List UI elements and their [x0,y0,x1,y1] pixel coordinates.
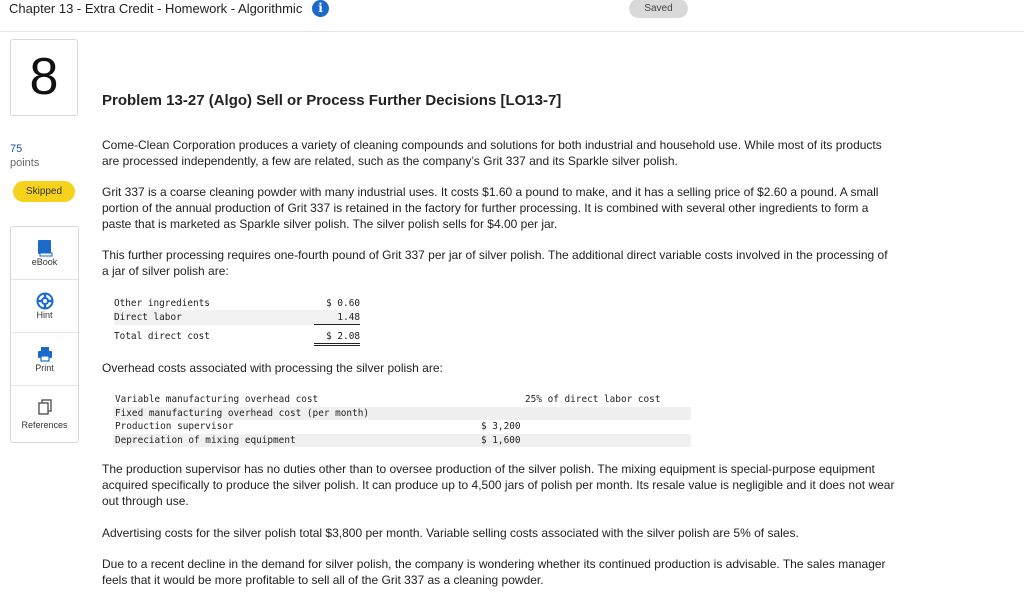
overhead-amount [479,407,523,421]
paragraph-advertising: Advertising costs for the silver polish total $3,800 per month. Variable selling costs associated with the silver polish are 5% of sales. [102,526,799,540]
info-icon[interactable]: i [312,0,329,17]
overhead-label: Fixed manufacturing overhead cost (per month) [113,407,479,421]
cost-value: $ 0.60 [326,297,360,309]
cost-label: Total direct cost [114,331,210,342]
printer-icon [36,345,54,363]
table-row [114,296,360,310]
question-number[interactable]: 8 [10,39,78,116]
references-button[interactable] [11,386,78,442]
table-row [113,393,691,407]
paragraph-overhead: Overhead costs associated with processing the silver polish are: [102,361,443,375]
saved-status-pill: Saved [629,0,688,18]
top-bar [0,0,1024,32]
cost-label: Direct labor [114,310,314,325]
cost-value: 1.48 [314,310,360,325]
paragraph-processing: This further processing requires one-fourth pound of Grit 337 per jar of silver polish. The additional direct variable costs involved in the processing of a jar of silver polish are: [102,248,888,278]
table-row [113,420,691,434]
lifebuoy-icon [36,292,54,310]
overhead-note: 25% of direct labor cost [525,394,661,406]
cost-value: $ 2.08 [314,325,360,345]
overhead-label: Depreciation of mixing equipment [113,434,479,448]
table-row [114,325,360,345]
overhead-amount: $ 1,600 [479,434,523,448]
cost-label: Other ingredients [114,297,210,309]
tools-panel [10,226,79,443]
ebook-label: eBook [31,257,58,267]
print-label: Print [35,363,54,373]
hint-button[interactable] [11,280,78,333]
paragraph-supervisor: The production supervisor has no duties other than to oversee production of the silver polish. The mixing equipment is special-purpose equipment acquired specifically to produce the silver polish. It can produce up to 4,500 jars of polish per month. Its resale value is negligible and it does not wear out through use. [102,462,895,508]
overhead-amount: $ 3,200 [481,421,521,433]
ebook-button[interactable] [11,227,78,280]
paragraph-grit: Grit 337 is a coarse cleaning powder with many industrial uses. It costs $1.60 a pound to make, and it has a selling price of $2.60 a pound. A small portion of the annual production of Grit 337 is retained in the factory for further processing. It is combined with several other ingredients to form a paste that is marketed as Sparkle silver polish. The silver polish sells for $4.00 per jar. [102,185,879,231]
overhead-label: Production supervisor [115,421,234,433]
points-value: 75 [10,143,23,155]
paragraph-decline: Due to a recent decline in the demand for silver polish, the company is wondering whether its continued production is advisable. The sales manager feels that it would be more profitable to sell all of the Grit 337 as a cleaning powder. [102,557,886,587]
paragraph-intro: Come-Clean Corporation produces a variety of cleaning compounds and solutions for both industrial and household use. While most of its products are processed independently, a few are related, such as the company’s Grit 337 and its Sparkle silver polish. [102,138,882,168]
overhead-label: Variable manufacturing overhead cost [115,394,319,406]
table-row [113,434,691,448]
overhead-table [113,393,691,447]
overhead-note [523,434,691,448]
points-label: points [10,157,40,169]
status-badge: Skipped [13,181,75,202]
overhead-note [523,407,691,421]
overhead-note [523,420,691,434]
problem-title: Problem 13-27 (Algo) Sell or Process Further Decisions [LO13-7] [102,92,562,109]
table-row [114,310,360,325]
documents-icon [36,398,54,416]
book-icon [36,239,54,257]
hint-label: Hint [36,310,53,320]
references-label: References [21,420,68,430]
table-row [113,407,691,421]
direct-costs-table [114,296,360,346]
print-button[interactable] [11,333,78,386]
assignment-title: Chapter 13 - Extra Credit - Homework - Algorithmic [9,1,303,16]
overhead-amount [479,393,523,407]
